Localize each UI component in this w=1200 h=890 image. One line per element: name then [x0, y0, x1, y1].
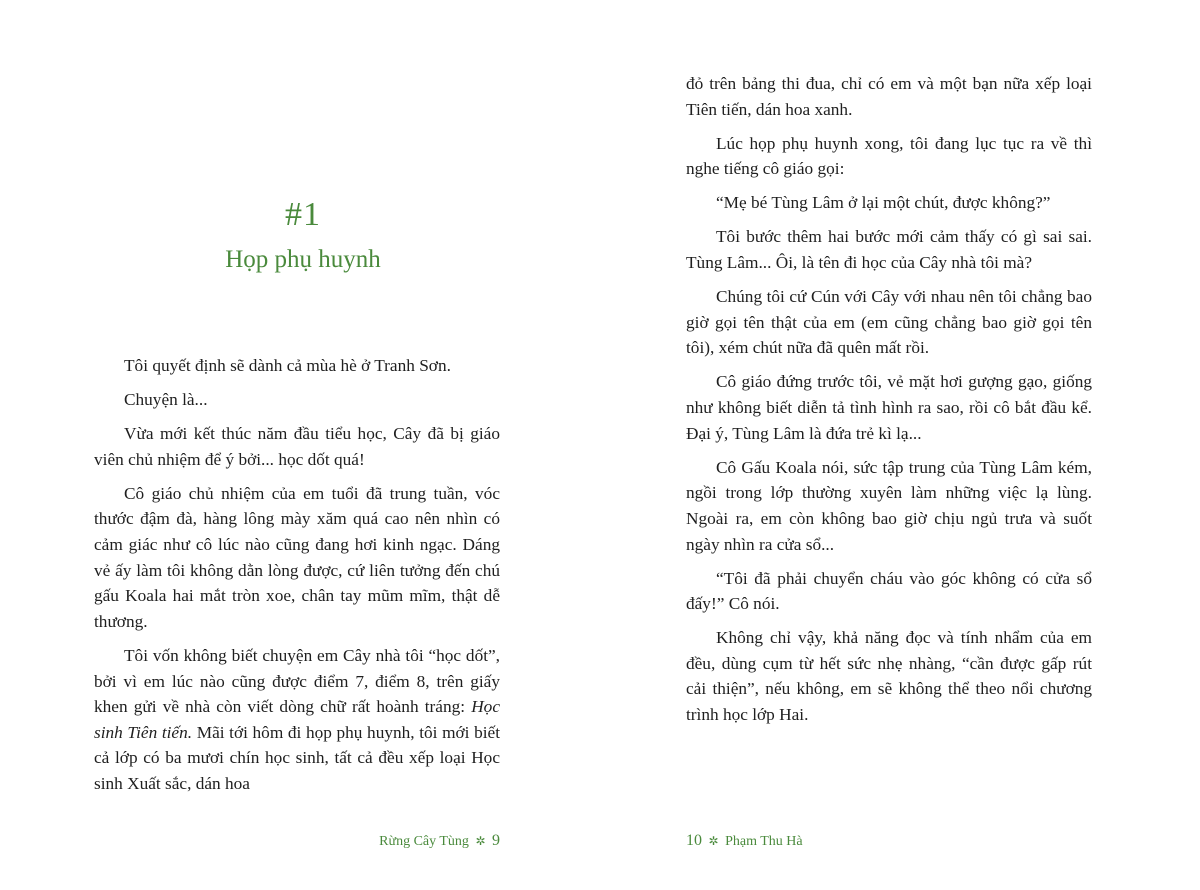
paragraph: Không chỉ vậy, khả năng đọc và tính nhẩm của em đều, dùng cụm từ hết sức nhẹ nhàng, “cần được gấp rút cải thiện”, nếu không, em sẽ không thể theo nổi chương trình học lớp Hai. [686, 628, 1092, 725]
paragraph: Tôi bước thêm hai bước mới cảm thấy có gì sai sai. Tùng Lâm... Ôi, là tên đi học của Cây nhà tôi mà? [686, 227, 1092, 273]
paragraph: Cô Gấu Koala nói, sức tập trung của Tùng Lâm kém, ngồi trong lớp thường xuyên làm những việc lạ lùng. Ngoài ra, em còn không bao giờ chịu ngủ trưa và suốt ngày nhìn ra cửa sổ... [686, 457, 1092, 554]
asterisk-ornament-icon: ✲ [708, 834, 719, 848]
paragraph-text: Tôi vốn không biết chuyện em Cây nhà tôi “học dốt”, bởi vì em lúc nào cũng được điểm 7, điểm 8, trên giấy khen gửi về nhà còn viết dòng chữ rất hoành tráng: [94, 645, 500, 717]
paragraph: Chuyện là... [124, 390, 208, 410]
paragraph: Cô giáo chủ nhiệm của em tuổi đã trung tuần, vóc thước đậm đà, hàng lông mày xăm quá cao nên nhìn có cảm giác như cô lúc nào cũng đang hơi kinh ngạc. Dáng vẻ ấy làm tôi không dằn lòng được, cứ liên tưởng đến chú gấu Koala hai mắt tròn xoe, chân tay mũm mĩm, thật dễ thương. [94, 483, 500, 631]
paragraph: Tôi quyết định sẽ dành cả mùa hè ở Tranh Sơn. [124, 356, 451, 375]
paragraph: Lúc họp phụ huynh xong, tôi đang lục tục ra về thì nghe tiếng cô giáo gọi: [686, 133, 1092, 179]
asterisk-ornament-icon: ✲ [475, 834, 486, 848]
paragraph: Vừa mới kết thúc năm đầu tiểu học, Cây đã bị giáo viên chủ nhiệm để ý bởi... học dốt quá! [94, 424, 500, 469]
paragraph: “Tôi đã phải chuyển cháu vào góc không có cửa sổ đấy!” Cô nói. [686, 568, 1092, 614]
paragraph: Chúng tôi cứ Cún với Cây với nhau nên tôi chẳng bao giờ gọi tên thật của em (em cũng chẳng bao giờ gọi tên tôi), xém chút nữa đã quên mất rồi. [686, 287, 1092, 358]
italic-phrase: Học sinh Tiên tiến. [94, 697, 500, 742]
right-footer [686, 832, 803, 850]
paragraph-text: Mãi tới hôm đi họp phụ huynh, tôi mới biết cả lớp có ba mươi chín học sinh, tất cả đều xếp loại Học sinh Xuất sắc, dán hoa [94, 722, 501, 793]
chapter-title: Họp phụ huynh [225, 246, 381, 273]
author-name: Phạm Thu Hà [725, 834, 803, 849]
page-number: 9 [492, 832, 500, 849]
book-title: Rừng Cây Tùng [379, 834, 469, 849]
paragraph: Cô giáo đứng trước tôi, vẻ mặt hơi gượng gạo, giống như không biết diễn tả tình hình ra sao, rồi cô bắt đầu kể. Đại ý, Tùng Lâm là đứa trẻ kì lạ... [686, 372, 1092, 443]
page-number: 10 [686, 832, 702, 849]
chapter-number: #1 [285, 196, 321, 233]
right-body-text [686, 71, 1092, 736]
left-footer [379, 832, 500, 850]
continued-paragraph: đỏ trên bảng thi đua, chỉ có em và một bạn nữa xếp loại Tiên tiến, dán hoa xanh. [686, 74, 1092, 119]
paragraph: “Mẹ bé Tùng Lâm ở lại một chút, được không?” [716, 193, 1051, 213]
paragraph [94, 643, 500, 797]
right-page [600, 0, 1200, 890]
left-body-text [94, 353, 500, 805]
